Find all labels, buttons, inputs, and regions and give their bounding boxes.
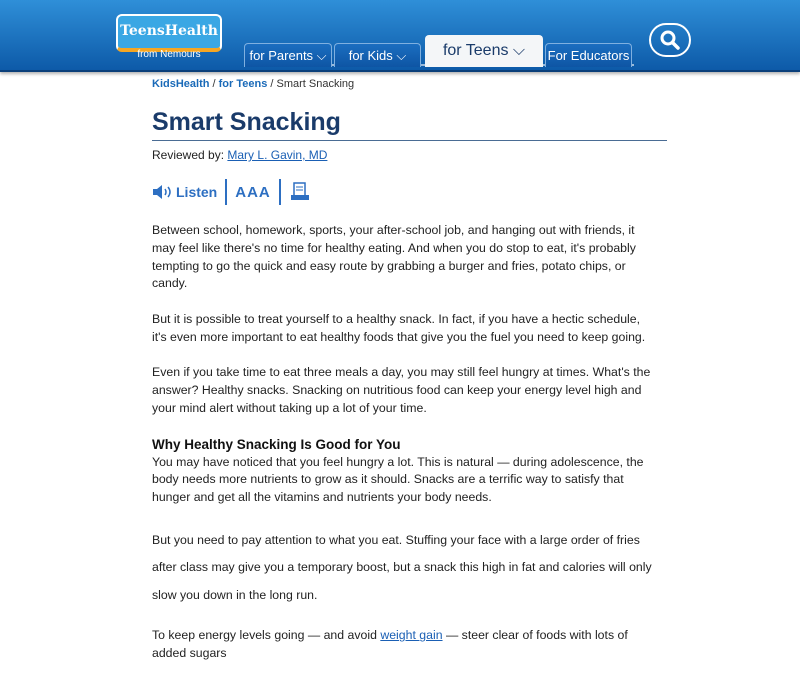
- site-header: [0, 0, 800, 72]
- breadcrumb-for-teens[interactable]: for Teens: [218, 78, 268, 90]
- listen-button[interactable]: [152, 183, 217, 201]
- listen-label: Listen: [176, 184, 218, 200]
- breadcrumb: KidsHealth / for Teens / Smart Snacking: [152, 78, 355, 90]
- search-icon: [659, 29, 681, 51]
- section-heading: Why Healthy Snacking Is Good for You: [152, 436, 401, 452]
- logo-subtitle: from Nemours: [137, 49, 201, 60]
- divider: [279, 179, 281, 205]
- reviewed-by: [152, 148, 327, 162]
- paragraph: But it is possible to treat yourself to a healthy snack. In fact, if you have a hectic schedule, it's even more important to eat healthy foods that give you the fuel you need to keep going.: [152, 311, 646, 344]
- teenshealth-logo[interactable]: TeensHealth: [116, 14, 222, 52]
- text: — steer clear of foods with lots of added sugars: [152, 628, 628, 661]
- breadcrumb-current: Smart Snacking: [276, 78, 355, 90]
- tab-for-parents[interactable]: for Parents ⌵: [244, 43, 332, 67]
- tab-for-educators[interactable]: For Educators: [545, 43, 632, 67]
- tab-for-kids[interactable]: for Kids ⌵: [334, 43, 421, 67]
- article-tools: [152, 179, 311, 205]
- title-rule: [152, 140, 667, 141]
- search-button[interactable]: [649, 23, 691, 57]
- paragraph: You may have noticed that you feel hungry a lot. This is natural — during adolescence, the body needs more nutrients to grow as it should. Snacks are a terrific way to satisfy that hunger and get all the vitamins and nutrients your body needs.: [152, 454, 644, 505]
- speaker-icon: [152, 183, 174, 201]
- text: To keep energy levels going — and avoid: [152, 628, 381, 643]
- paragraph: Even if you take time to eat three meals a day, you may still feel hungry at times. What's the answer? Healthy snacks. Snacking on nutritious food can keep your energy level high and your mind alert without taking up a lot of your time.: [152, 365, 651, 415]
- page-title: Smart Snacking: [152, 108, 341, 136]
- reviewer-link[interactable]: Mary L. Gavin, MD: [227, 148, 328, 162]
- breadcrumb-kidshealth[interactable]: KidsHealth: [152, 78, 210, 90]
- weight-gain-link[interactable]: weight gain: [380, 628, 443, 643]
- tab-for-teens[interactable]: for Teens ⌵: [425, 35, 543, 67]
- print-icon[interactable]: [289, 182, 311, 202]
- text-size-button[interactable]: AAA: [235, 183, 271, 201]
- reviewed-label: Reviewed by:: [152, 148, 225, 162]
- article-body: [152, 222, 652, 681]
- paragraph: Between school, homework, sports, your after-school job, and hanging out with friends, it may feel like there's no time for healthy eating. And when you do stop to eat, it's probably tempting to go the quick and easy route by grabbing a burger and fries, potato chips, or candy.: [152, 223, 636, 291]
- divider: [225, 179, 227, 205]
- paragraph: But you need to pay attention to what you eat. Stuffing your face with a large order of fries after class may give you a temporary boost, but a snack this high in fat and calories will only slow you down in the long run.: [152, 532, 652, 602]
- paragraph: [152, 627, 652, 663]
